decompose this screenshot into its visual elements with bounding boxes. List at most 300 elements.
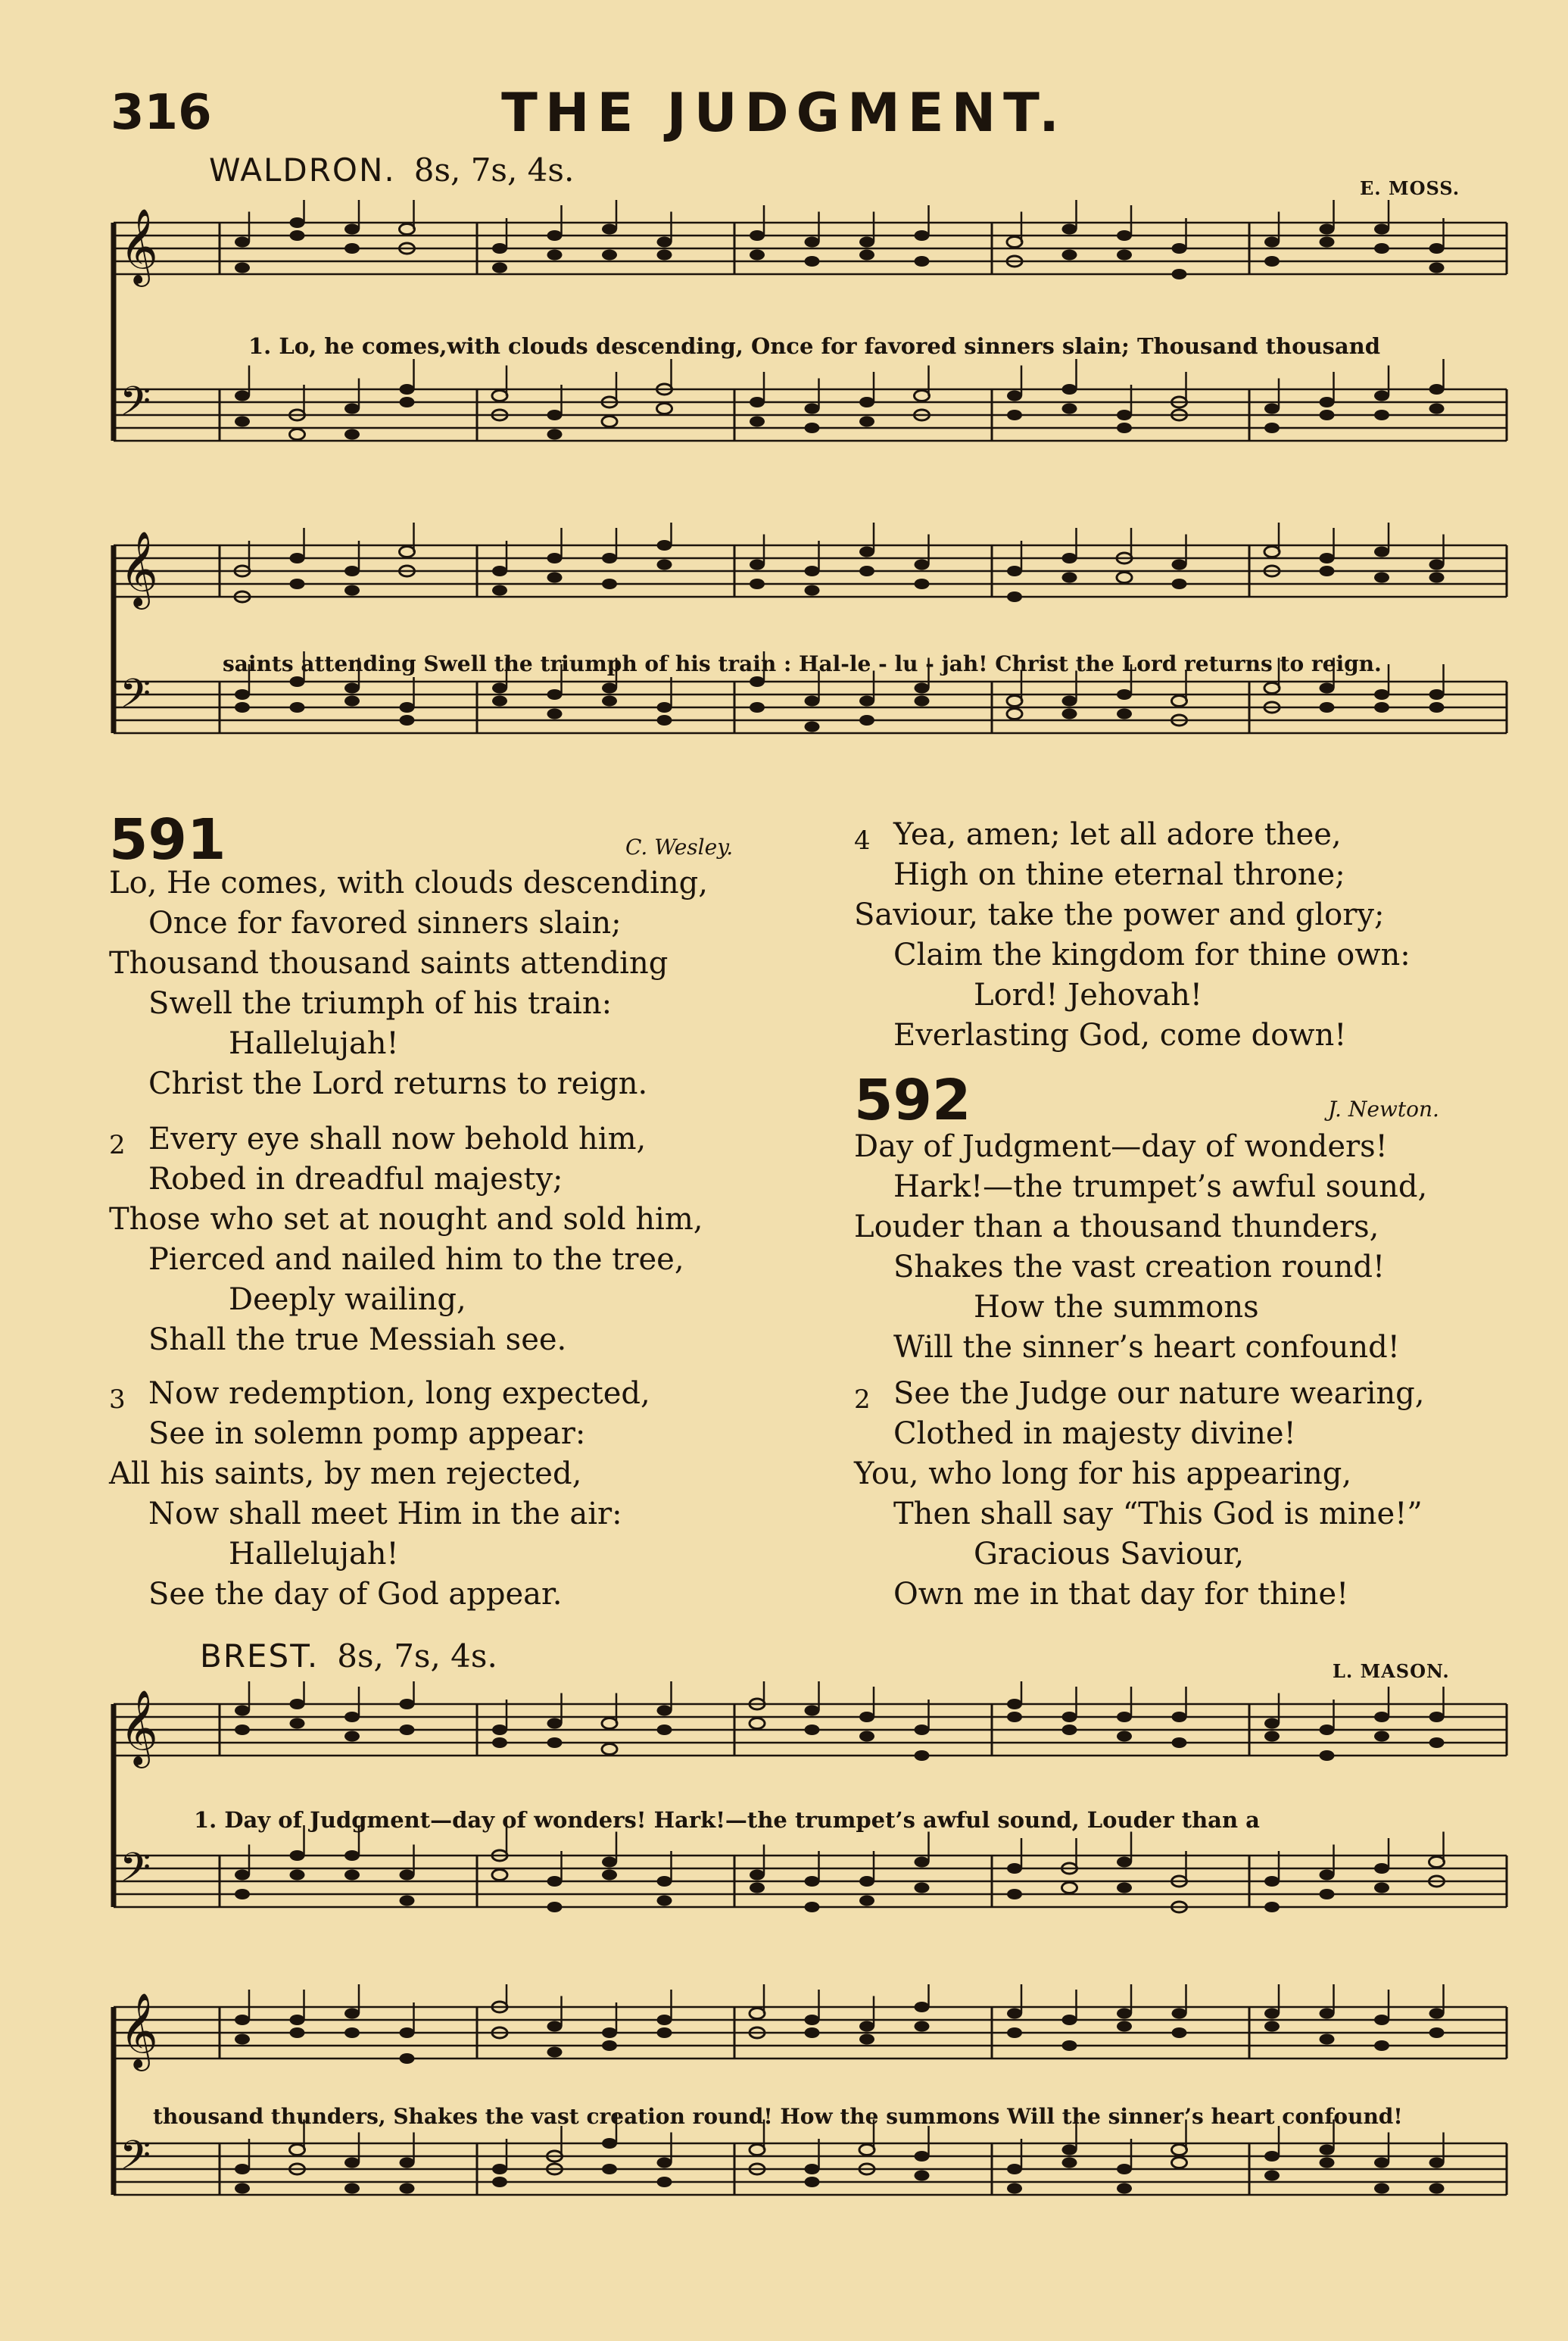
verse-line: Saviour, take the power and glory; [854,897,1385,932]
note-head [400,2027,415,2038]
note-head [1264,2151,1280,2162]
note-head [1117,709,1132,719]
note-head [859,237,874,248]
note-head [602,2138,617,2149]
hymn-number: 591 [109,807,226,872]
note-head [805,256,820,267]
note-head [1172,243,1187,254]
verse-line: Those who set at nought and sold him, [109,1202,703,1237]
note-head [400,1699,415,1709]
note-head [290,579,305,589]
note-head [235,1889,250,1899]
note-head [602,224,617,235]
note-head [1117,573,1132,583]
note-head [1062,2158,1077,2168]
treble-clef-icon: 𝄞 [120,1993,158,2068]
note-head [547,689,563,700]
note-head [547,573,563,583]
note-head [1007,2009,1022,2019]
note-head [344,429,360,440]
note-head [915,256,930,267]
note-head [805,2164,820,2174]
verse-line: Christ the Lord returns to reign. [148,1066,648,1101]
note-head [1429,689,1445,700]
note-head [547,410,563,420]
note-head [657,540,672,551]
stanza [109,1374,650,1615]
note-head [1374,391,1389,401]
note-head [344,243,360,254]
note-head [1429,702,1445,713]
note-head [492,585,507,596]
note-head [492,243,507,254]
note-head [400,2053,415,2064]
tune-composer: E. MOSS. [1360,177,1460,199]
note-head [547,553,563,563]
note-head [657,715,672,726]
note-head [1429,263,1445,273]
note-head [290,1718,305,1729]
verse-line: Hallelujah! [229,1537,399,1572]
note-head [1374,2015,1389,2025]
note-head [1429,1712,1445,1722]
note-head [400,1725,415,1735]
note-head [859,715,874,726]
note-head [1062,1712,1077,1722]
note-head [1374,224,1389,235]
note-head [400,2183,415,2194]
note-head [805,1725,820,1735]
note-head [750,579,765,589]
note-head [859,696,874,707]
page-number: 316 [111,85,212,141]
note-head [344,404,360,414]
note-head [915,560,930,570]
note-head [1429,560,1445,570]
note-head [1062,573,1077,583]
note-head [657,2027,672,2038]
note-head [657,250,672,261]
note-head [492,2177,507,2187]
note-head [1007,2183,1022,2194]
note-head [492,1737,507,1748]
note-head [547,1718,563,1729]
note-head [602,250,617,261]
note-head [1429,2009,1445,2019]
note-head [602,1870,617,1881]
note-head [1374,2158,1389,2168]
note-head [750,2009,765,2019]
page-title: THE JUDGMENT. [501,82,1067,144]
note-head [1007,2027,1022,2038]
tune-header-waldron [209,151,574,189]
treble-clef-icon: 𝄞 [120,208,158,284]
note-head [1429,1857,1445,1868]
note-head [400,384,415,395]
tune-name: WALDRON. [209,151,396,189]
note-head [235,263,250,273]
note-head [344,566,360,576]
lyric-underlay: saints attending Swell the triumph of his train : Hal-le - lu - jah! Christ the Lord returns to reign. [223,651,1382,676]
note-head [235,2034,250,2045]
note-head [1172,1712,1187,1722]
verse-line: All his saints, by men rejected, [109,1456,582,1491]
note-head [1320,566,1335,576]
note-head [750,560,765,570]
note-head [235,417,250,427]
note-head [344,683,360,694]
note-head [1007,709,1022,719]
note-head [344,1870,360,1881]
note-head [750,1870,765,1881]
note-head [1117,2009,1132,2019]
note-head [235,2164,250,2174]
note-head [1062,2015,1077,2025]
note-head [805,1876,820,1887]
verse-line: Clothed in majesty divine! [893,1416,1296,1451]
note-head [750,2145,765,2155]
verse-line: Day of Judgment—day of wonders! [854,1129,1388,1164]
note-head [657,1706,672,1716]
note-head [915,2171,930,2181]
note-head [400,1896,415,1906]
note-head [344,2027,360,2038]
note-head [750,250,765,261]
treble-clef-icon: 𝄞 [120,531,158,607]
verse-line: Robed in dreadful majesty; [148,1162,563,1197]
verse-number: 4 [854,826,871,856]
note-head [657,2177,672,2187]
note-head [750,1883,765,1893]
note-head [290,230,305,241]
note-head [1007,591,1022,602]
note-head [1264,683,1280,694]
note-head [547,250,563,261]
note-head [1007,566,1022,576]
note-head [602,2027,617,2038]
note-head [859,397,874,407]
note-head [1429,404,1445,414]
note-head [1429,2183,1445,2194]
stanza [109,1119,703,1360]
note-head [602,1718,617,1729]
note-head [750,417,765,427]
verse-line: See the day of God appear. [148,1577,563,1612]
note-head [1264,237,1280,248]
stanza [854,1374,1424,1615]
note-head [1429,243,1445,254]
verse-line: Claim the kingdom for thine own: [893,938,1411,972]
note-head [547,2047,563,2058]
note-head [1320,237,1335,248]
note-head [547,1737,563,1748]
verse-line: You, who long for his appearing, [854,1456,1352,1491]
note-head [750,397,765,407]
note-head [290,676,305,687]
note-head [1320,1870,1335,1881]
tune-meter: 8s, 7s, 4s. [413,151,575,189]
note-head [859,1896,874,1906]
note-head [859,566,874,576]
hymn-author: J. Newton. [1328,1097,1439,1122]
note-head [657,1876,672,1887]
note-head [1172,2009,1187,2019]
note-head [1062,2145,1077,2155]
note-head [235,1870,250,1881]
note-head [859,2034,874,2045]
note-head [400,702,415,713]
note-head [859,250,874,261]
note-head [915,1883,930,1893]
note-head [1264,1731,1280,1742]
note-head [1007,1889,1022,1899]
verse-line: Then shall say “This God is mine!” [893,1497,1423,1531]
note-head [805,2177,820,2187]
verse-line: Every eye shall now behold him, [148,1122,647,1156]
treble-clef-icon: 𝄞 [120,1690,158,1765]
note-head [915,1750,930,1761]
note-head [492,683,507,694]
bass-clef-icon: 𝄢 [120,671,151,727]
note-head [1062,553,1077,563]
note-head [1320,702,1335,713]
note-head [344,2158,360,2168]
note-head [290,2015,305,2025]
note-head [915,1857,930,1868]
note-head [1264,1902,1280,1912]
note-head [290,217,305,228]
note-head [290,1870,305,1881]
note-head [1429,1737,1445,1748]
tune-name: BREST. [200,1637,320,1675]
note-head [657,1725,672,1735]
note-head [915,391,930,401]
bass-clef-icon: 𝄢 [120,379,151,435]
note-head [1062,1725,1077,1735]
note-head [492,696,507,707]
note-head [1429,573,1445,583]
note-head [859,1876,874,1887]
note-head [400,715,415,726]
note-head [1264,2171,1280,2181]
note-head [602,696,617,707]
note-head [1264,2009,1280,2019]
note-head [1320,553,1335,563]
note-head [492,2164,507,2174]
note-head [235,1725,250,1735]
note-head [1007,410,1022,420]
note-head [1374,2040,1389,2051]
verse-line: Lo, He comes, with clouds descending, [109,866,708,901]
note-head [1117,1857,1132,1868]
note-head [1264,1876,1280,1887]
verse-line: Lord! Jehovah! [974,978,1202,1013]
tune-header-brest [200,1637,497,1675]
note-head [805,722,820,732]
note-head [657,2158,672,2168]
note-head [1117,689,1132,700]
note-head [1264,423,1280,433]
note-head [344,2009,360,2019]
note-head [1429,2158,1445,2168]
note-head [859,547,874,557]
note-head [915,696,930,707]
note-head [547,230,563,241]
verse-line: Now shall meet Him in the air: [148,1497,622,1531]
note-head [344,224,360,235]
note-head [1374,689,1389,700]
note-head [1117,1883,1132,1893]
note-head [602,1744,617,1755]
verse-line: Pierced and nailed him to the tree, [148,1242,684,1277]
note-head [344,696,360,707]
note-head [1062,2040,1077,2051]
note-head [859,2145,874,2155]
verse-line: See in solemn pomp appear: [148,1416,586,1451]
note-head [805,696,820,707]
note-head [1374,1712,1389,1722]
note-head [1117,1731,1132,1742]
note-head [1374,410,1389,420]
note-head [1374,547,1389,557]
note-head [915,1725,930,1735]
note-head [1374,1863,1389,1874]
note-head [344,1712,360,1722]
note-head [915,2021,930,2032]
note-head [657,1896,672,1906]
note-head [1374,243,1389,254]
verse-line: Everlasting God, come down! [893,1018,1347,1053]
bass-clef-icon: 𝄢 [120,2133,151,2189]
verse-line: Gracious Saviour, [974,1537,1245,1572]
note-head [657,560,672,570]
note-head [602,2040,617,2051]
note-head [1007,1712,1022,1722]
note-head [547,1902,563,1912]
note-head [1320,1889,1335,1899]
note-head [400,2158,415,2168]
stanza [109,863,708,1104]
note-head [290,1850,305,1861]
hymn-number: 592 [854,1068,971,1133]
note-head [1062,384,1077,395]
note-head [1172,2145,1187,2155]
note-head [805,2027,820,2038]
verse-line: Will the sinner’s heart confound! [893,1330,1400,1365]
note-head [344,585,360,596]
note-head [602,417,617,427]
note-head [1172,1737,1187,1748]
note-head [290,2145,305,2155]
note-head [1320,397,1335,407]
note-head [1117,1712,1132,1722]
lyric-underlay: 1. Lo, he comes,with clouds descending, Once for favored sinners slain; Thousand thousand [248,333,1381,359]
note-head [1117,230,1132,241]
verse-line: Swell the triumph of his train: [148,986,613,1021]
note-head [492,391,507,401]
note-head [1320,1750,1335,1761]
note-head [1007,391,1022,401]
hymn-author: C. Wesley. [625,835,734,860]
verse-line: See the Judge our nature wearing, [893,1376,1425,1411]
verse-line: Now redemption, long expected, [148,1376,650,1411]
note-head [1062,709,1077,719]
note-head [805,423,820,433]
note-head [1320,683,1335,694]
note-head [1264,2021,1280,2032]
note-head [235,391,250,401]
note-head [1374,1731,1389,1742]
note-head [400,224,415,235]
note-head [1172,560,1187,570]
note-head [235,2015,250,2025]
note-head [1007,1699,1022,1709]
note-head [400,397,415,407]
note-head [859,417,874,427]
note-head [1172,579,1187,589]
note-head [1062,224,1077,235]
note-head [915,683,930,694]
verse-number: 2 [854,1384,871,1415]
note-head [1374,573,1389,583]
lyric-underlay: 1. Day of Judgment—day of wonders! Hark!—the trumpet’s awful sound, Louder than a [194,1807,1260,1833]
verse-line: Once for favored sinners slain; [148,906,622,941]
note-head [1374,702,1389,713]
verse-line: How the summons [974,1290,1259,1325]
bass-clef-icon: 𝄢 [120,1845,151,1901]
note-head [1320,2009,1335,2019]
verse-line: Shakes the vast creation round! [893,1250,1386,1284]
note-head [235,702,250,713]
note-head [235,689,250,700]
note-head [1007,696,1022,707]
note-head [915,2002,930,2012]
note-head [1264,547,1280,557]
note-head [1172,269,1187,279]
note-head [1429,2027,1445,2038]
note-head [1320,2145,1335,2155]
note-head [1117,250,1132,261]
note-head [1320,224,1335,235]
note-head [235,1706,250,1716]
note-head [1117,2164,1132,2174]
note-head [859,1712,874,1722]
verse-line: Louder than a thousand thunders, [854,1210,1379,1244]
verse-line: High on thine eternal throne; [893,857,1345,892]
verse-line: Shall the true Messiah see. [148,1322,567,1357]
note-head [859,1731,874,1742]
note-head [290,702,305,713]
note-head [290,429,305,440]
note-head [547,2021,563,2032]
note-head [602,683,617,694]
note-head [805,237,820,248]
verse-line: Thousand thousand saints attending [109,946,669,981]
note-head [1007,1863,1022,1874]
note-head [1117,423,1132,433]
note-head [1320,1725,1335,1735]
note-head [805,404,820,414]
verse-line: Hallelujah! [229,1026,399,1061]
note-head [492,263,507,273]
note-head [1062,1883,1077,1893]
verse-line: Hark!—the trumpet’s awful sound, [893,1169,1428,1204]
note-head [1264,256,1280,267]
note-head [547,1876,563,1887]
note-head [1062,404,1077,414]
note-head [344,1850,360,1861]
note-head [290,2027,305,2038]
